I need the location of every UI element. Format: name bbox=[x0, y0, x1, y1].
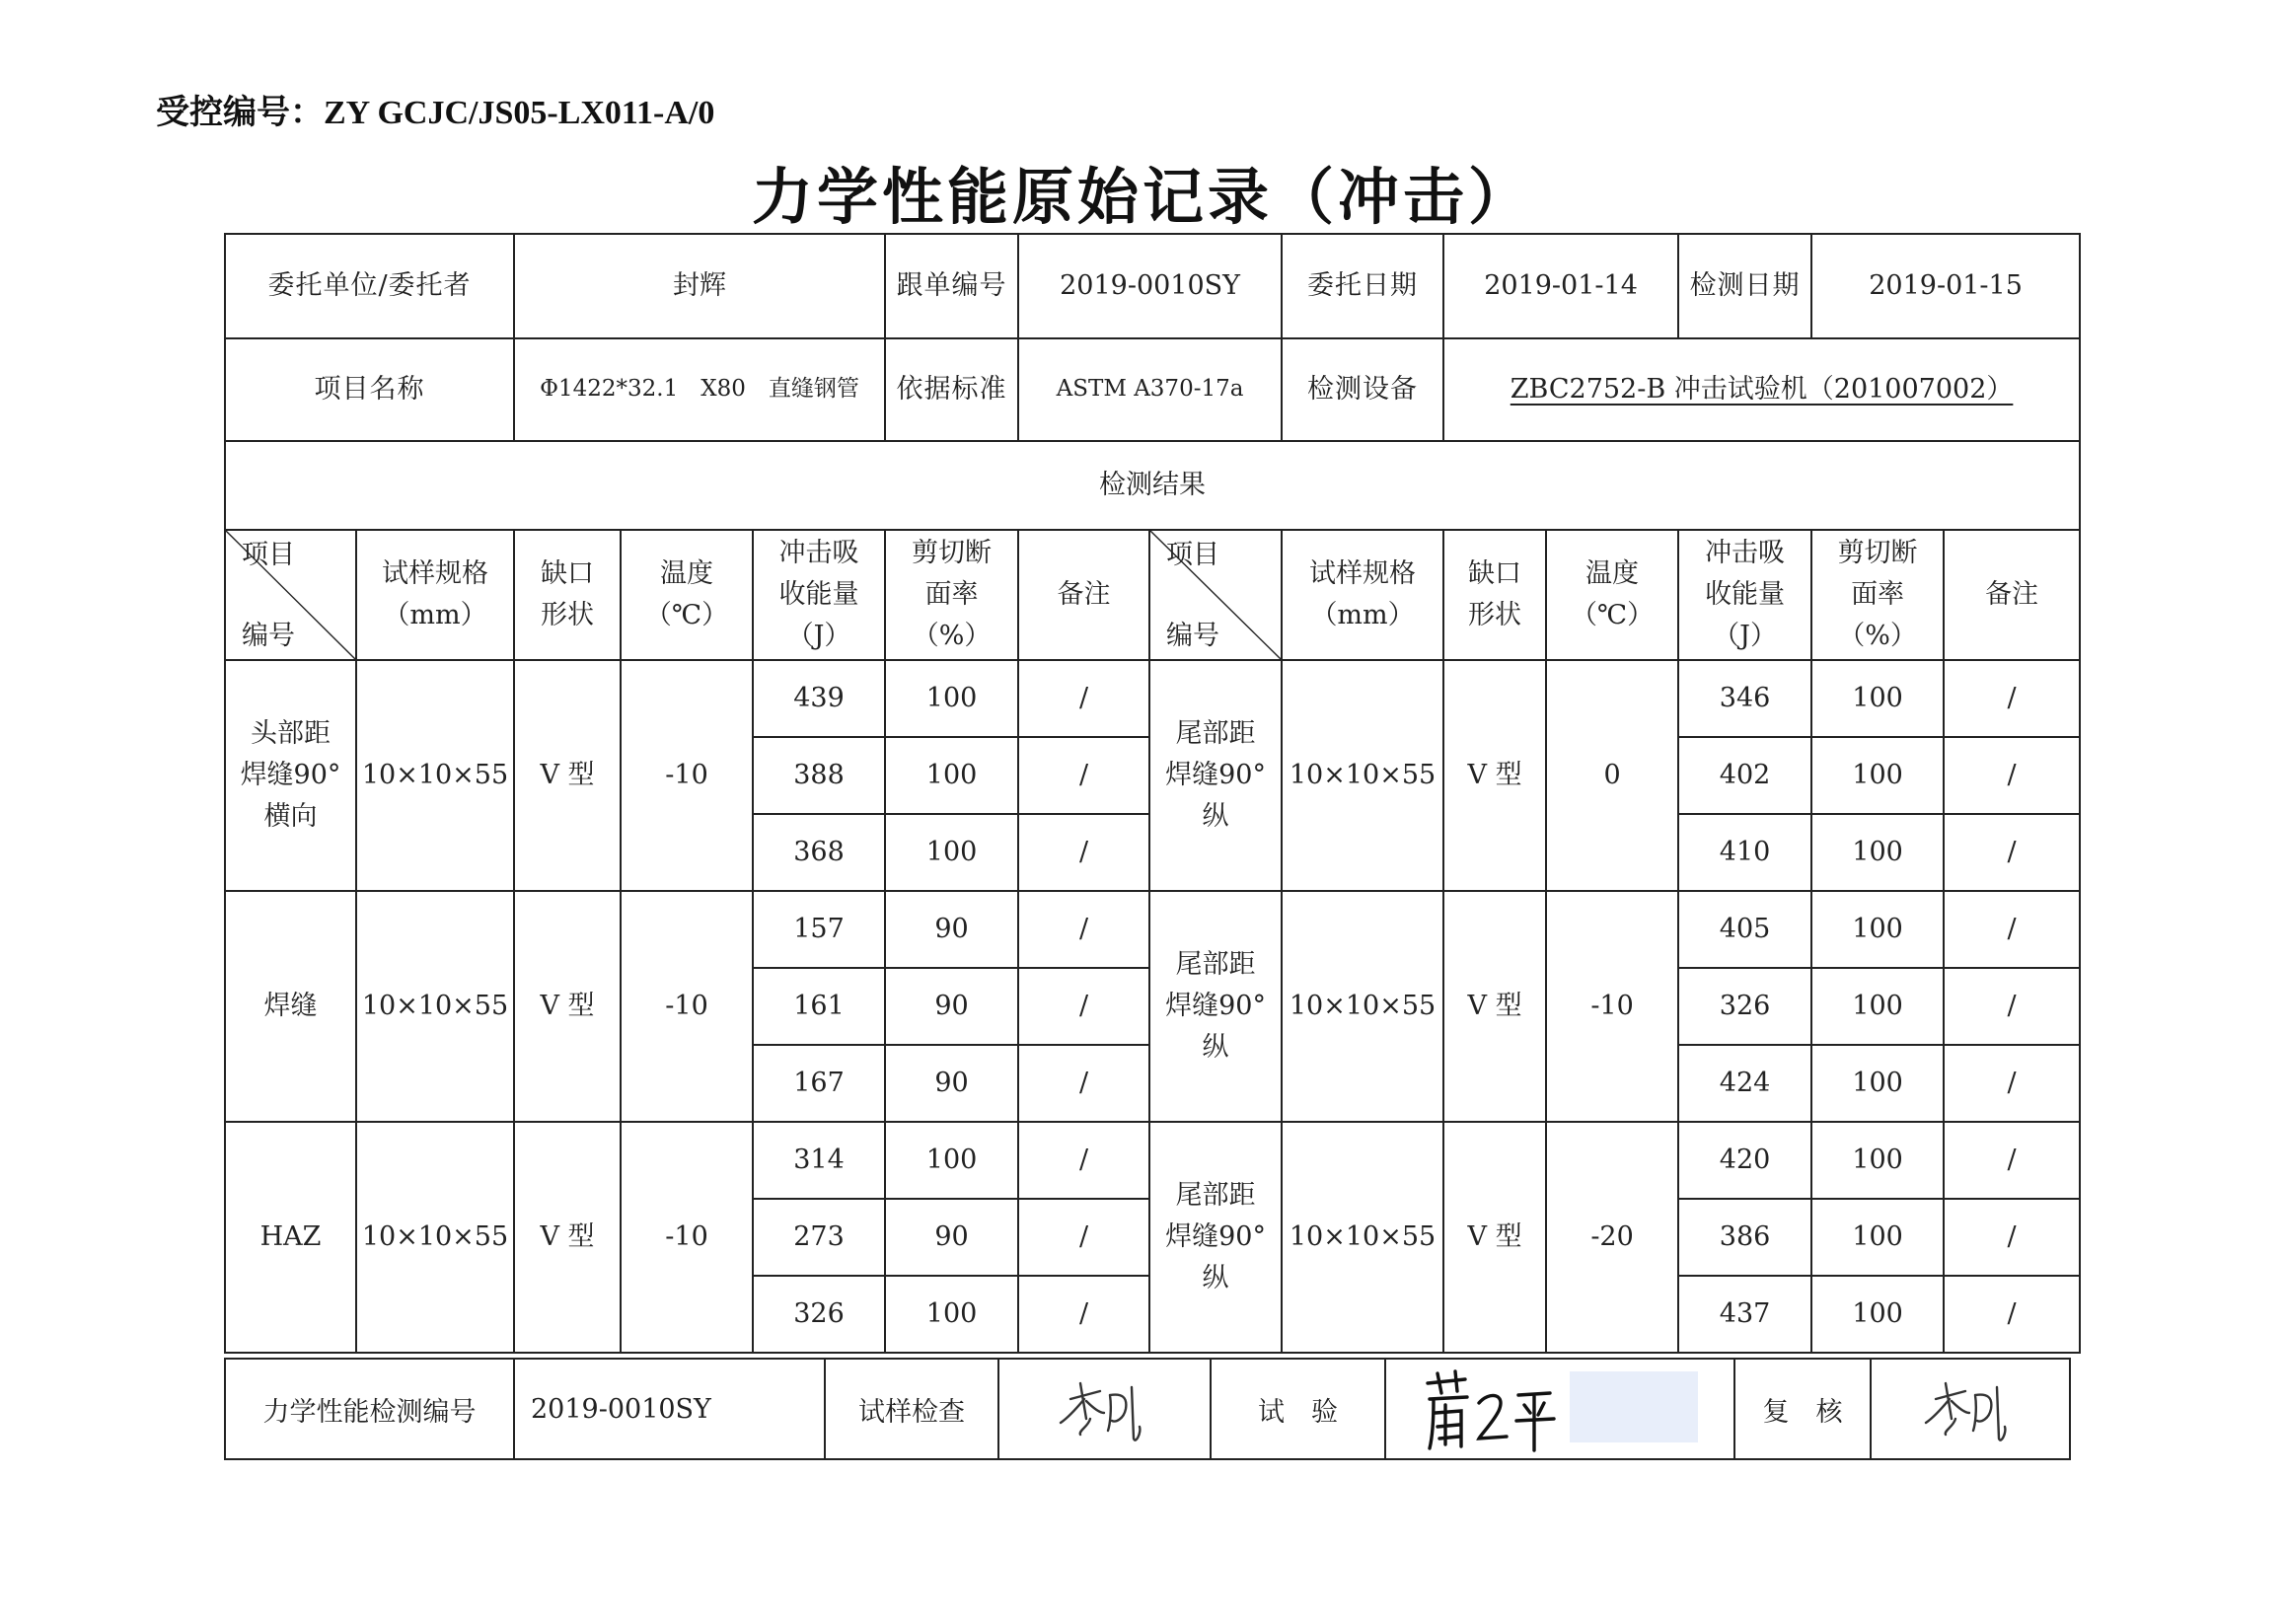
remark: / bbox=[1944, 1045, 2080, 1122]
remark: / bbox=[1944, 1276, 2080, 1353]
item-header-top: 项目 bbox=[242, 540, 295, 570]
shear-area: 90 bbox=[885, 1045, 1018, 1122]
document-title: 力学性能原始记录（冲击） bbox=[751, 161, 1533, 233]
test-no-value: 2019-0010SY bbox=[514, 1359, 825, 1459]
review-label: 复 核 bbox=[1734, 1359, 1871, 1459]
temp-header-left: 温度 （℃） bbox=[621, 530, 753, 660]
table-row bbox=[225, 891, 2080, 968]
remark: / bbox=[1018, 968, 1149, 1045]
review-signature bbox=[1871, 1359, 2070, 1459]
impact-energy: 157 bbox=[753, 891, 885, 968]
test-date-label: 检测日期 bbox=[1678, 234, 1811, 338]
impact-energy: 402 bbox=[1678, 737, 1811, 814]
shear-area: 100 bbox=[885, 737, 1018, 814]
footer-table bbox=[224, 1358, 2071, 1460]
shear-area: 100 bbox=[885, 660, 1018, 737]
test-temperature: -10 bbox=[621, 660, 753, 891]
shear-area: 100 bbox=[1811, 1045, 1944, 1122]
impact-energy: 273 bbox=[753, 1199, 885, 1276]
test-temperature: 0 bbox=[1546, 660, 1678, 891]
control-number-label: 受控编号： bbox=[156, 95, 324, 131]
signature-test bbox=[1416, 1366, 1564, 1454]
inspect-signature bbox=[998, 1359, 1211, 1459]
remark: / bbox=[1018, 737, 1149, 814]
results-title-row bbox=[225, 441, 2080, 530]
standard-value: ASTM A370-17a bbox=[1018, 338, 1282, 441]
specimen-spec: 10×10×55 bbox=[1282, 891, 1443, 1122]
impact-energy: 161 bbox=[753, 968, 885, 1045]
specimen-name: 尾部距 焊缝90° 纵 bbox=[1149, 660, 1282, 891]
remark: / bbox=[1018, 1276, 1149, 1353]
commission-date-label: 委托日期 bbox=[1282, 234, 1443, 338]
remark-header-right: 备注 bbox=[1944, 530, 2080, 660]
test-signature bbox=[1385, 1359, 1734, 1459]
impact-energy: 420 bbox=[1678, 1122, 1811, 1199]
remark: / bbox=[1944, 814, 2080, 891]
control-number bbox=[156, 85, 714, 133]
results-title: 检测结果 bbox=[225, 441, 2080, 530]
shear-header-left: 剪切断 面率 （%） bbox=[885, 530, 1018, 660]
impact-energy: 410 bbox=[1678, 814, 1811, 891]
specimen-spec: 10×10×55 bbox=[356, 1122, 514, 1353]
shear-area: 90 bbox=[885, 968, 1018, 1045]
remark: / bbox=[1944, 891, 2080, 968]
item-header-top: 项目 bbox=[1166, 540, 1220, 570]
commission-date-value: 2019-01-14 bbox=[1443, 234, 1678, 338]
shear-area: 100 bbox=[885, 814, 1018, 891]
remark: / bbox=[1018, 1122, 1149, 1199]
specimen-spec: 10×10×55 bbox=[356, 891, 514, 1122]
shear-area: 90 bbox=[885, 891, 1018, 968]
specimen-name: HAZ bbox=[225, 1122, 356, 1353]
impact-energy: 437 bbox=[1678, 1276, 1811, 1353]
remark: / bbox=[1944, 660, 2080, 737]
test-temperature: -10 bbox=[1546, 891, 1678, 1122]
impact-energy: 439 bbox=[753, 660, 885, 737]
impact-energy: 424 bbox=[1678, 1045, 1811, 1122]
remark: / bbox=[1944, 1199, 2080, 1276]
specimen-name: 尾部距 焊缝90° 纵 bbox=[1149, 1122, 1282, 1353]
specimen-name: 焊缝 bbox=[225, 891, 356, 1122]
remark: / bbox=[1018, 814, 1149, 891]
project-value: Φ1422*32.1 X80 直缝钢管 bbox=[514, 338, 885, 441]
control-number-value: ZY GCJC/JS05-LX011-A/0 bbox=[324, 95, 715, 131]
specimen-spec: 10×10×55 bbox=[1282, 1122, 1443, 1353]
shear-header-right: 剪切断 面率 （%） bbox=[1811, 530, 1944, 660]
item-header-right bbox=[1149, 530, 1282, 660]
energy-header-right: 冲击吸 收能量 （J） bbox=[1678, 530, 1811, 660]
client-value: 封辉 bbox=[514, 234, 885, 338]
test-no-label: 力学性能检测编号 bbox=[225, 1359, 514, 1459]
shear-area: 100 bbox=[1811, 660, 1944, 737]
specimen-name: 头部距 焊缝90° 横向 bbox=[225, 660, 356, 891]
table-row bbox=[225, 660, 2080, 737]
shear-area: 100 bbox=[1811, 1122, 1944, 1199]
impact-energy: 368 bbox=[753, 814, 885, 891]
impact-energy: 326 bbox=[753, 1276, 885, 1353]
remark: / bbox=[1944, 968, 2080, 1045]
impact-energy: 167 bbox=[753, 1045, 885, 1122]
notch-type: V 型 bbox=[1443, 660, 1546, 891]
test-temperature: -20 bbox=[1546, 1122, 1678, 1353]
remark-header-left: 备注 bbox=[1018, 530, 1149, 660]
shear-area: 100 bbox=[885, 1276, 1018, 1353]
shear-area: 90 bbox=[885, 1199, 1018, 1276]
notch-type: V 型 bbox=[1443, 891, 1546, 1122]
specimen-spec: 10×10×55 bbox=[1282, 660, 1443, 891]
specimen-name: 尾部距 焊缝90° 纵 bbox=[1149, 891, 1282, 1122]
shear-area: 100 bbox=[1811, 1276, 1944, 1353]
shear-area: 100 bbox=[1811, 891, 1944, 968]
inspect-label: 试样检查 bbox=[825, 1359, 998, 1459]
equipment-label: 检测设备 bbox=[1282, 338, 1443, 441]
remark: / bbox=[1018, 891, 1149, 968]
shear-area: 100 bbox=[885, 1122, 1018, 1199]
ref-value: 2019-0010SY bbox=[1018, 234, 1282, 338]
signature-li-qing-2 bbox=[1916, 1369, 2025, 1448]
shear-area: 100 bbox=[1811, 1199, 1944, 1276]
shear-area: 100 bbox=[1811, 968, 1944, 1045]
table-row bbox=[225, 1122, 2080, 1199]
shear-area: 100 bbox=[1811, 737, 1944, 814]
energy-header-left: 冲击吸 收能量 （J） bbox=[753, 530, 885, 660]
client-label: 委托单位/委托者 bbox=[225, 234, 514, 338]
results-body bbox=[225, 660, 2080, 1353]
remark: / bbox=[1944, 1122, 2080, 1199]
results-header-row bbox=[225, 530, 2080, 660]
notch-header-right: 缺口 形状 bbox=[1443, 530, 1546, 660]
test-label: 试 验 bbox=[1211, 1359, 1385, 1459]
notch-type: V 型 bbox=[514, 1122, 621, 1353]
remark: / bbox=[1944, 737, 2080, 814]
equipment-cell bbox=[1443, 338, 2080, 441]
item-header-bottom: 编号 bbox=[1166, 621, 1220, 652]
impact-energy: 388 bbox=[753, 737, 885, 814]
redaction-box bbox=[1570, 1371, 1698, 1442]
notch-header-left: 缺口 形状 bbox=[514, 530, 621, 660]
ref-label: 跟单编号 bbox=[885, 234, 1018, 338]
temp-header-right: 温度 （℃） bbox=[1546, 530, 1678, 660]
impact-energy: 405 bbox=[1678, 891, 1811, 968]
spec-header-left: 试样规格 （mm） bbox=[356, 530, 514, 660]
item-header-left bbox=[225, 530, 356, 660]
notch-type: V 型 bbox=[514, 660, 621, 891]
info-row-2 bbox=[225, 338, 2080, 441]
test-temperature: -10 bbox=[621, 891, 753, 1122]
item-header-bottom: 编号 bbox=[242, 621, 295, 652]
remark: / bbox=[1018, 660, 1149, 737]
impact-energy: 326 bbox=[1678, 968, 1811, 1045]
project-label: 项目名称 bbox=[225, 338, 514, 441]
signature-li-qing-1 bbox=[1051, 1369, 1159, 1448]
info-row-1 bbox=[225, 234, 2080, 338]
standard-label: 依据标准 bbox=[885, 338, 1018, 441]
impact-energy: 314 bbox=[753, 1122, 885, 1199]
shear-area: 100 bbox=[1811, 814, 1944, 891]
record-table bbox=[224, 233, 2081, 1354]
test-date-value: 2019-01-15 bbox=[1811, 234, 2080, 338]
remark: / bbox=[1018, 1045, 1149, 1122]
specimen-spec: 10×10×55 bbox=[356, 660, 514, 891]
remark: / bbox=[1018, 1199, 1149, 1276]
impact-energy: 386 bbox=[1678, 1199, 1811, 1276]
impact-energy: 346 bbox=[1678, 660, 1811, 737]
test-temperature: -10 bbox=[621, 1122, 753, 1353]
equipment-value: ZBC2752-B 冲击试验机（201007002） bbox=[1510, 374, 2014, 406]
notch-type: V 型 bbox=[514, 891, 621, 1122]
spec-header-right: 试样规格 （mm） bbox=[1282, 530, 1443, 660]
notch-type: V 型 bbox=[1443, 1122, 1546, 1353]
